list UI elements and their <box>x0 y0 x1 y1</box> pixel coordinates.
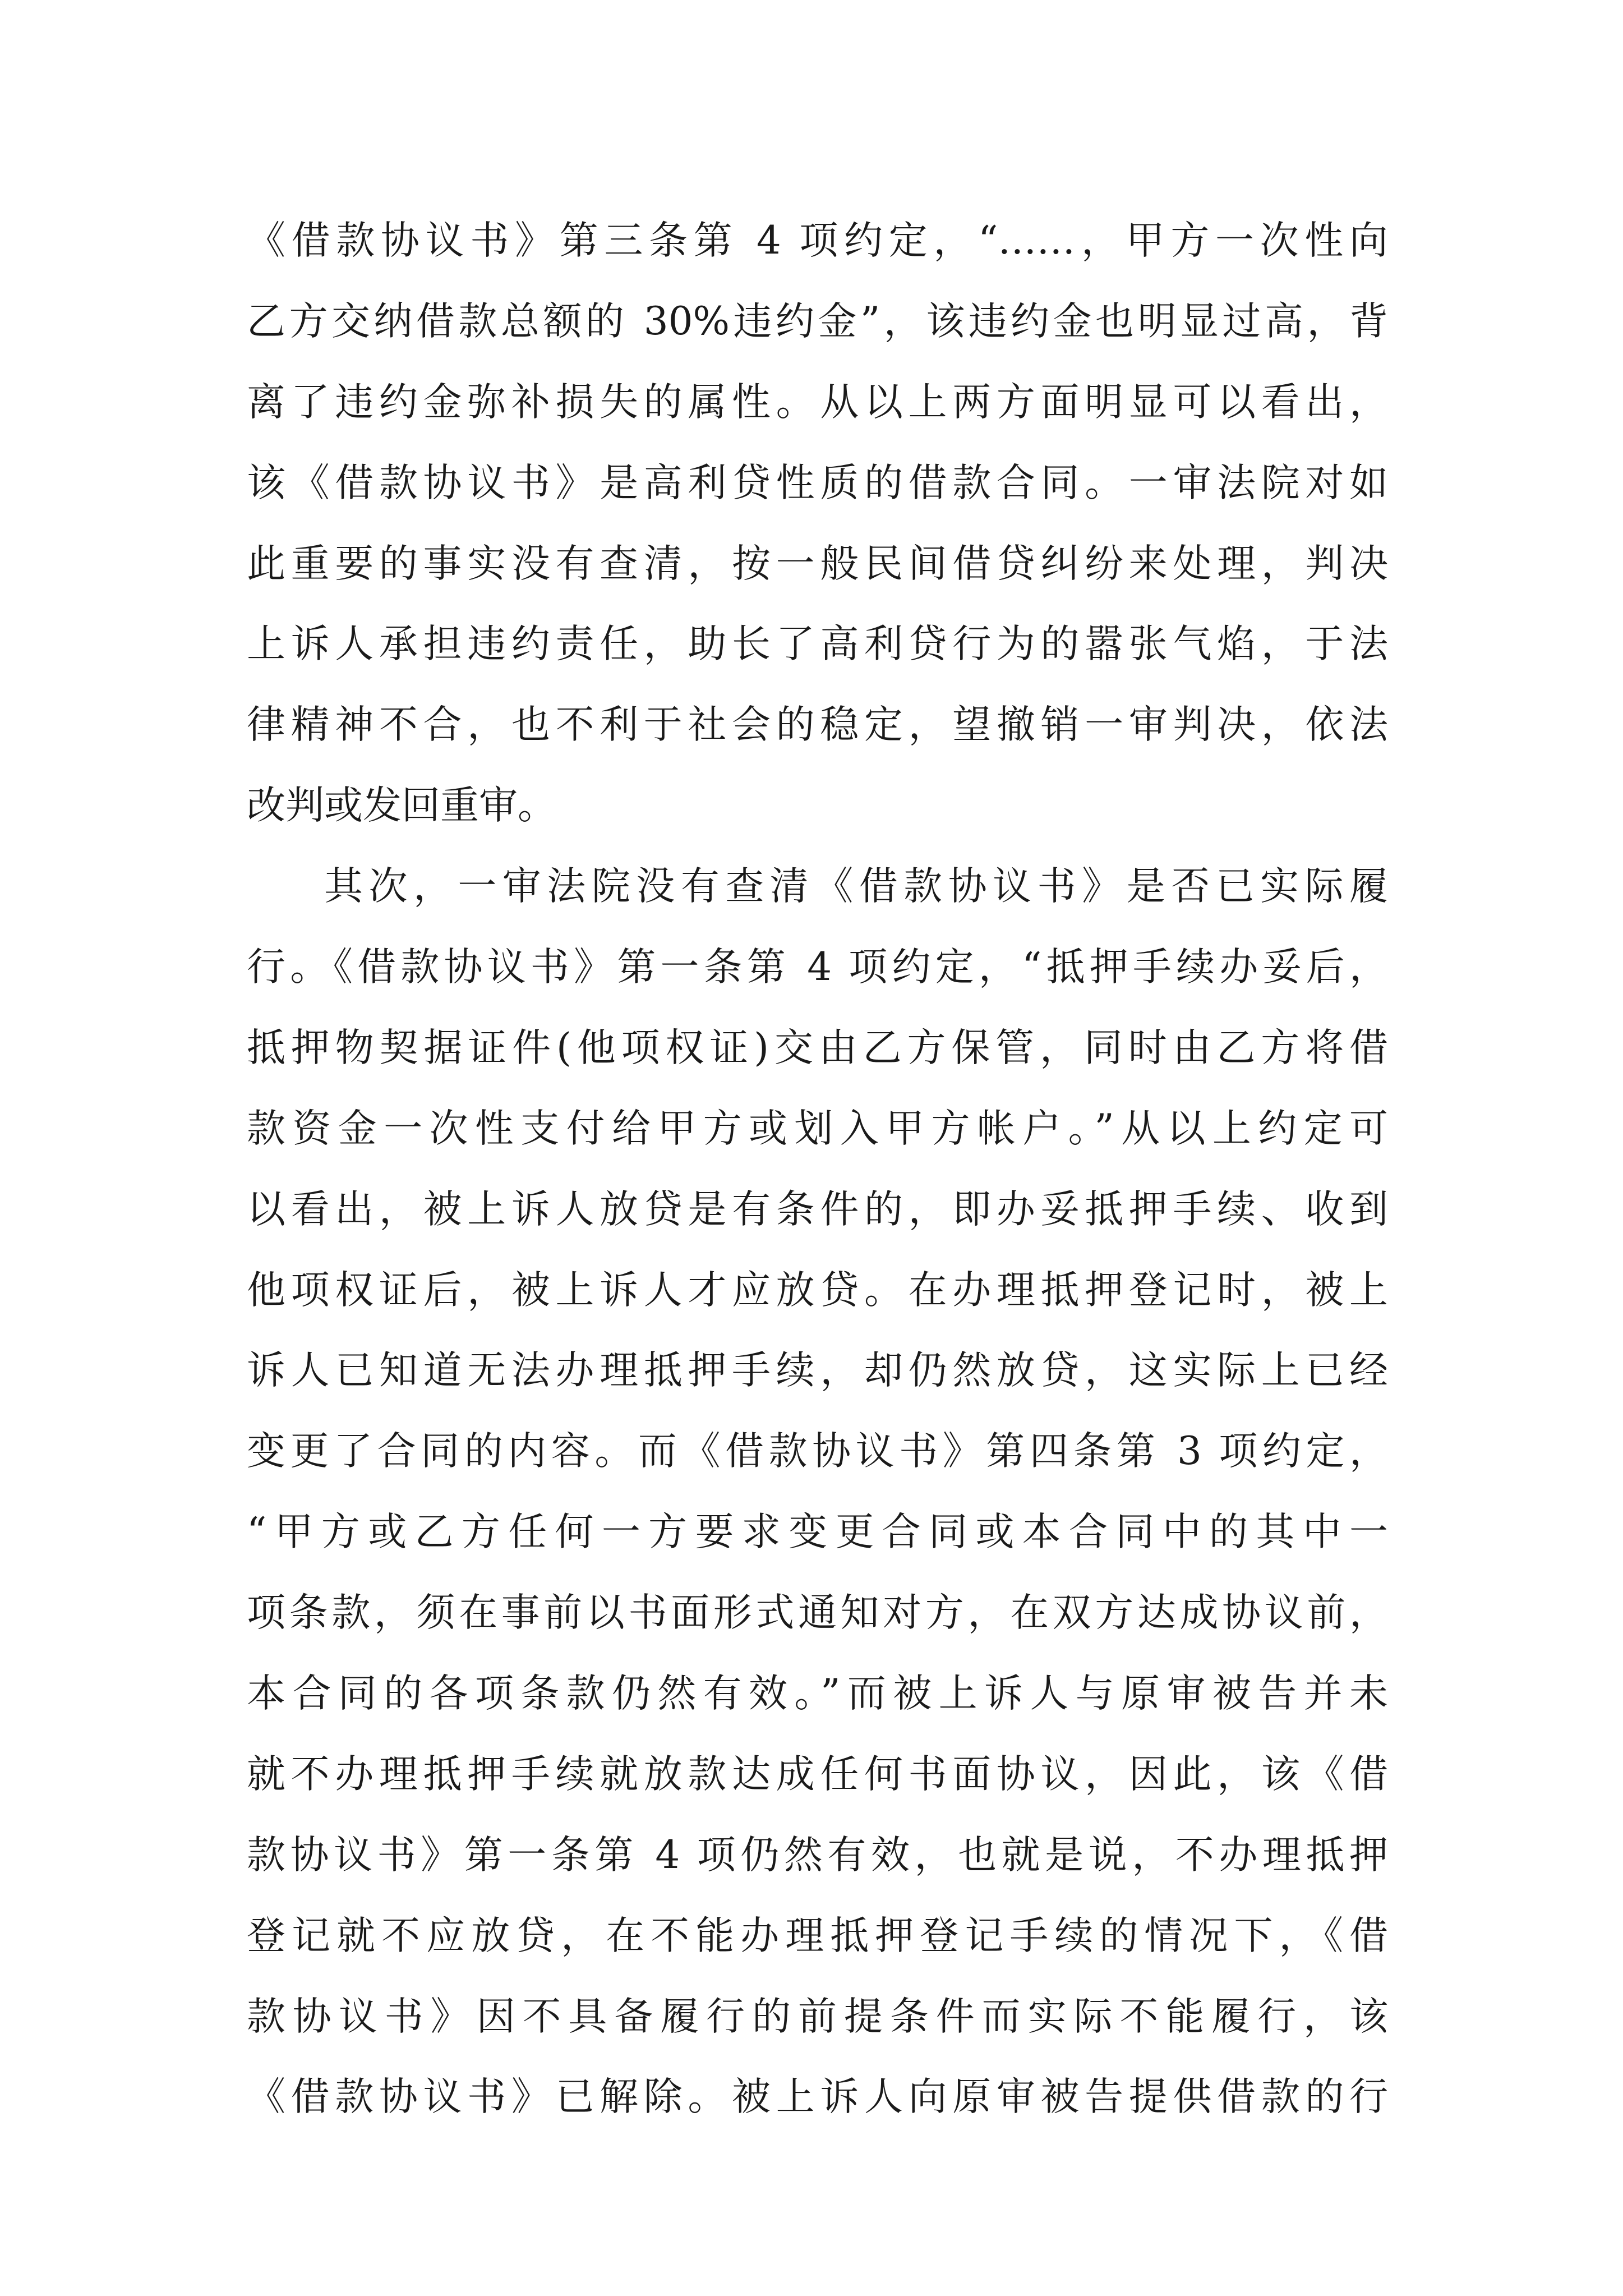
text-line: 抵押物契据证件(他项权证)交由乙方保管，同时由乙方将借 <box>247 1025 1388 1070</box>
text-line: 《借款协议书》已解除。被上诉人向原审被告提供借款的行 <box>247 2074 1388 2120</box>
text-line: 《借款协议书》第三条第 4 项约定，“……，甲方一次性向 <box>247 218 1388 263</box>
text-line: 改判或发回重审。 <box>247 783 556 829</box>
text-line: 本合同的各项条款仍然有效。”而被上诉人与原审被告并未 <box>247 1671 1388 1717</box>
text-line: 他项权证后，被上诉人才应放贷。在办理抵押登记时，被上 <box>247 1267 1388 1313</box>
text-line: 此重要的事实没有查清，按一般民间借贷纠纷来处理，判决 <box>247 541 1388 586</box>
text-line: “甲方或乙方任何一方要求变更合同或本合同中的其中一 <box>247 1510 1388 1555</box>
text-line: 行。《借款协议书》第一条第 4 项约定，“抵押手续办妥后， <box>247 945 1388 990</box>
text-line: 上诉人承担违约责任，助长了高利贷行为的嚣张气焰，于法 <box>247 622 1388 667</box>
text-line: 律精神不合，也不利于社会的稳定，望撤销一审判决，依法 <box>247 702 1388 748</box>
text-line: 款协议书》因不具备履行的前提条件而实际不能履行，该 <box>247 1994 1388 2039</box>
text-line: 就不办理抵押手续就放款达成任何书面协议，因此，该《借 <box>247 1751 1388 1797</box>
text-line: 变更了合同的内容。而《借款协议书》第四条第 3 项约定， <box>247 1429 1388 1474</box>
text-line: 离了违约金弥补损失的属性。从以上两方面明显可以看出， <box>247 379 1388 425</box>
text-line: 其次，一审法院没有查清《借款协议书》是否已实际履 <box>324 864 1388 909</box>
text-line: 登记就不应放贷，在不能办理抵押登记手续的情况下，《借 <box>247 1913 1388 1958</box>
text-line: 该《借款协议书》是高利贷性质的借款合同。一审法院对如 <box>247 460 1388 505</box>
text-line: 诉人已知道无法办理抵押手续，却仍然放贷，这实际上已经 <box>247 1348 1388 1393</box>
text-line: 乙方交纳借款总额的 30%违约金”，该违约金也明显过高，背 <box>247 298 1388 344</box>
paragraph-1 <box>247 201 1388 846</box>
text-line: 款协议书》第一条第 4 项仍然有效，也就是说，不办理抵押 <box>247 1832 1388 1878</box>
text-line: 以看出，被上诉人放贷是有条件的，即办妥抵押手续、收到 <box>247 1186 1388 1232</box>
text-line: 款资金一次性支付给甲方或划入甲方帐户。”从以上约定可 <box>247 1106 1388 1151</box>
paragraph-2 <box>247 846 1388 2138</box>
document-body <box>247 201 1388 2138</box>
text-line: 项条款，须在事前以书面形式通知对方，在双方达成协议前， <box>247 1590 1388 1636</box>
